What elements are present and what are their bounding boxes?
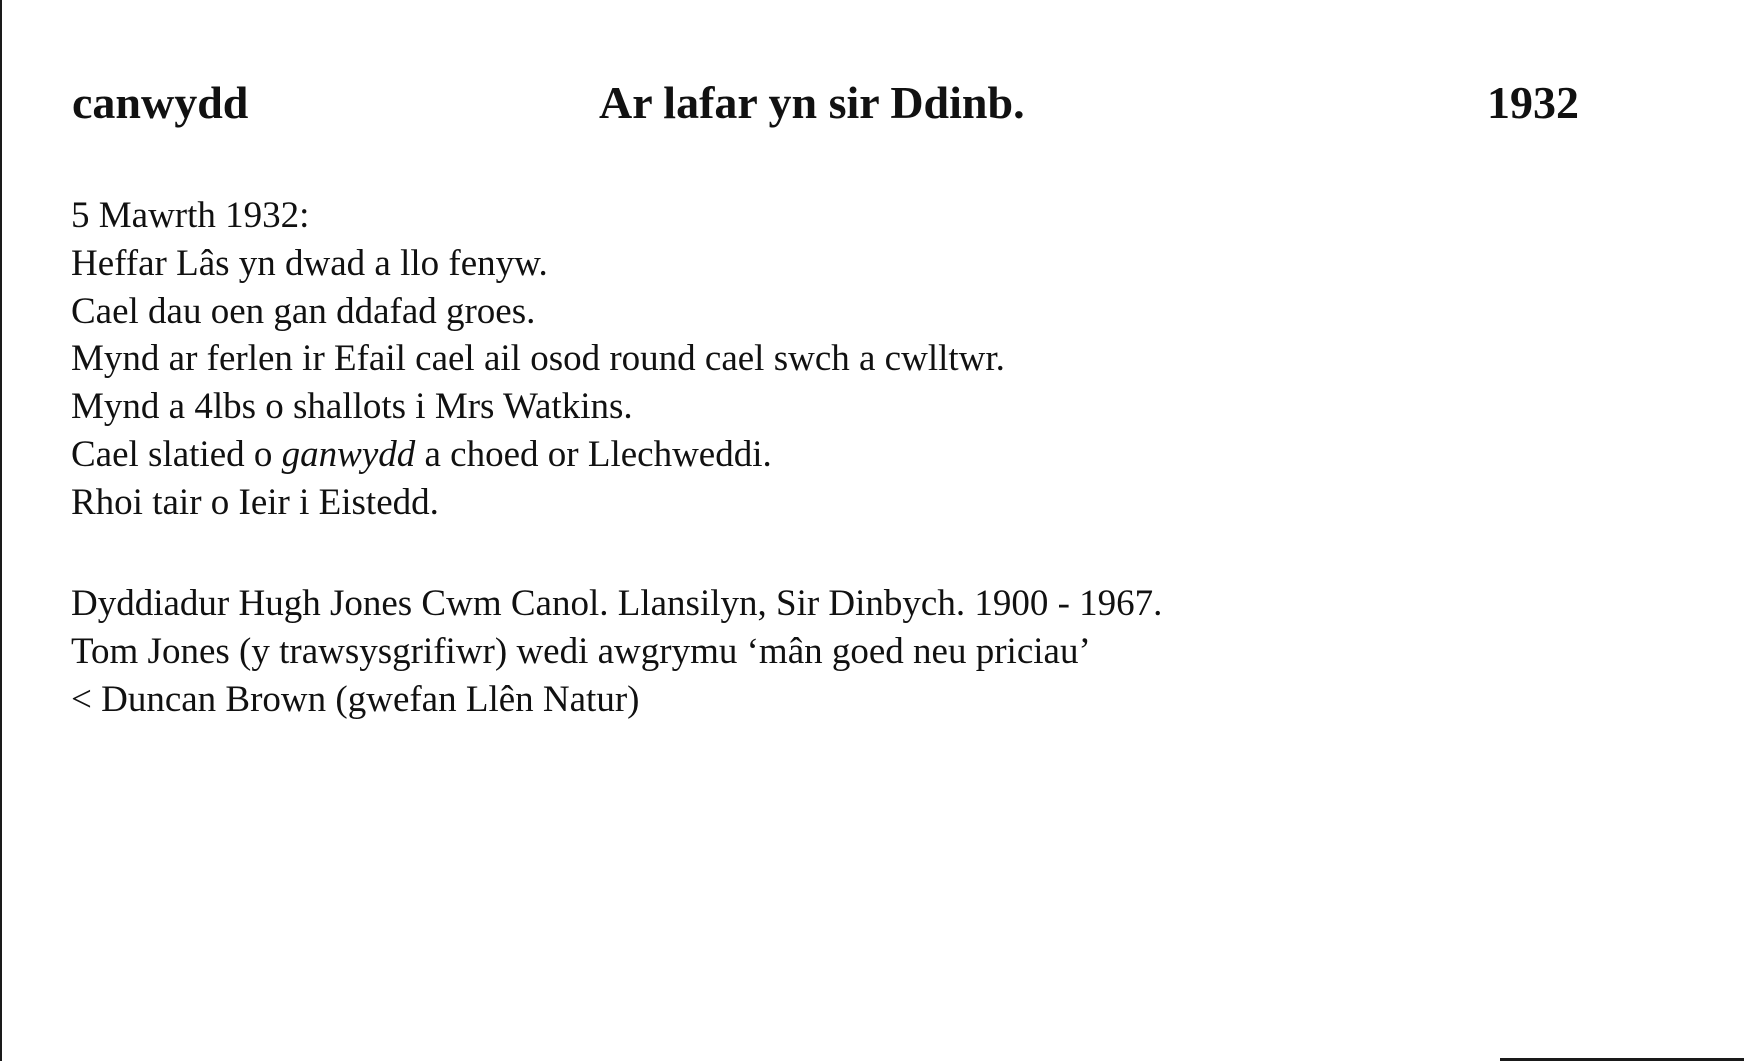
entry-line-headword-usage (71, 431, 1005, 479)
year-label: 1932 (1487, 77, 1579, 128)
diary-entry (71, 192, 1005, 527)
usage-text-before: Cael slatied o (71, 433, 282, 475)
entry-line: Mynd a 4lbs o shallots i Mrs Watkins. (71, 386, 633, 428)
usage-headword-italic: ganwydd (281, 433, 416, 475)
entry-line: Mynd ar ferlen ir Efail cael ail osod round cael swch a cwlltwr. (71, 338, 1005, 380)
card-left-edge (0, 0, 2, 1061)
source-notes (71, 580, 1162, 723)
source-line: Dyddiadur Hugh Jones Cwm Canol. Llansilyn, Sir Dinbych. 1900 - 1967. (71, 583, 1163, 624)
source-line: < Duncan Brown (gwefan Llên Natur) (71, 678, 640, 720)
entry-date: 5 Mawrth 1932: (71, 195, 310, 236)
headword: canwydd (72, 77, 249, 128)
card-header (72, 76, 1592, 136)
entry-line: Heffar Lâs yn dwad a llo fenyw. (71, 242, 548, 284)
usage-text-after: a choed or Llechweddi. (415, 433, 772, 475)
entry-line: Rhoi tair o Ieir i Eistedd. (71, 481, 439, 523)
entry-line: Cael dau oen gan ddafad groes. (71, 290, 536, 332)
region-label: Ar lafar yn sir Ddinb. (599, 77, 1025, 128)
source-line: Tom Jones (y trawsysgrifiwr) wedi awgrymu ‘mân goed neu priciau’ (71, 630, 1091, 672)
